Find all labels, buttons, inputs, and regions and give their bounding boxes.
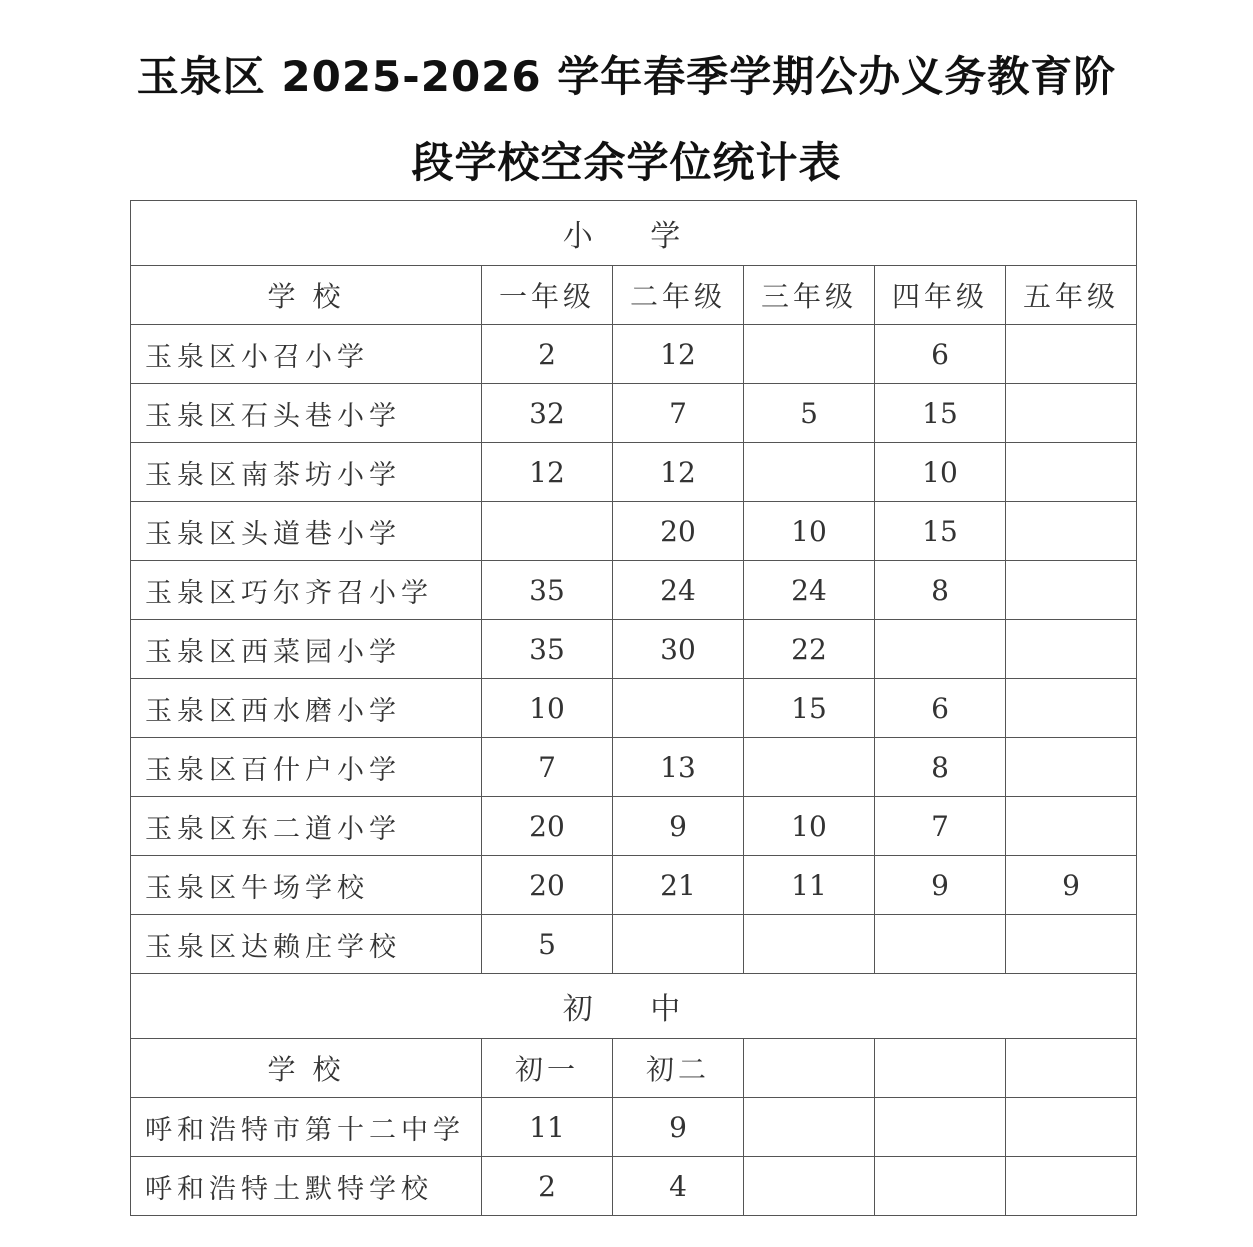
vacancy-count-cell	[1006, 620, 1137, 679]
vacancy-count-cell	[1006, 797, 1137, 856]
vacancy-count-cell	[1006, 738, 1137, 797]
vacancy-count-cell	[613, 915, 744, 974]
vacancy-count-cell	[744, 325, 875, 384]
middle-section-label: 初 中	[131, 974, 1137, 1039]
document-title-line-2: 段学校空余学位统计表	[411, 138, 842, 187]
vacancy-count-cell: 10	[744, 797, 875, 856]
table-row	[131, 1157, 1137, 1216]
table-row	[131, 384, 1137, 443]
table-row	[131, 915, 1137, 974]
column-header-grade	[744, 1039, 875, 1098]
vacancy-count-cell: 24	[744, 561, 875, 620]
school-name-cell: 玉泉区西水磨小学	[131, 679, 482, 738]
vacancy-count-cell	[1006, 1098, 1137, 1157]
vacancy-count-cell: 8	[875, 738, 1006, 797]
column-header-grade: 四年级	[875, 266, 1006, 325]
table-row	[131, 856, 1137, 915]
table-row	[131, 679, 1137, 738]
vacancy-count-cell: 9	[875, 856, 1006, 915]
vacancy-count-cell: 4	[613, 1157, 744, 1216]
vacancy-count-cell	[1006, 384, 1137, 443]
vacancy-count-cell	[1006, 325, 1137, 384]
vacancy-count-cell	[744, 1098, 875, 1157]
school-name-cell: 玉泉区西菜园小学	[131, 620, 482, 679]
vacancy-count-cell: 7	[482, 738, 613, 797]
table-row	[131, 325, 1137, 384]
vacancy-count-cell	[1006, 1157, 1137, 1216]
column-header-school: 学 校	[131, 1039, 482, 1098]
vacancy-count-cell: 5	[744, 384, 875, 443]
vacancy-count-cell: 12	[613, 325, 744, 384]
vacancy-count-cell: 12	[482, 443, 613, 502]
table-row	[131, 502, 1137, 561]
vacancy-count-cell: 24	[613, 561, 744, 620]
vacancy-count-cell	[875, 1157, 1006, 1216]
vacancy-count-cell: 11	[744, 856, 875, 915]
middle-section-row	[131, 974, 1137, 1039]
table-row	[131, 443, 1137, 502]
vacancy-count-cell	[744, 443, 875, 502]
vacancy-count-cell: 15	[875, 384, 1006, 443]
school-name-cell: 玉泉区巧尔齐召小学	[131, 561, 482, 620]
vacancy-count-cell	[744, 915, 875, 974]
table-row	[131, 620, 1137, 679]
vacancy-count-cell: 9	[613, 1098, 744, 1157]
column-header-grade	[1006, 1039, 1137, 1098]
vacancy-count-cell: 12	[613, 443, 744, 502]
school-name-cell: 玉泉区牛场学校	[131, 856, 482, 915]
middle-header-row	[131, 1039, 1137, 1098]
column-header-grade: 二年级	[613, 266, 744, 325]
column-header-grade: 三年级	[744, 266, 875, 325]
vacancy-count-cell	[744, 1157, 875, 1216]
school-name-cell: 玉泉区小召小学	[131, 325, 482, 384]
vacancy-count-cell	[1006, 443, 1137, 502]
school-name-cell: 玉泉区东二道小学	[131, 797, 482, 856]
vacancy-count-cell: 8	[875, 561, 1006, 620]
vacancy-count-cell: 35	[482, 561, 613, 620]
vacancy-count-cell: 7	[613, 384, 744, 443]
column-header-school: 学 校	[131, 266, 482, 325]
column-header-grade: 初二	[613, 1039, 744, 1098]
vacancy-count-cell: 9	[1006, 856, 1137, 915]
vacancy-count-cell	[875, 1098, 1006, 1157]
column-header-grade: 一年级	[482, 266, 613, 325]
vacant-seats-table	[130, 200, 1137, 1216]
vacancy-count-cell: 2	[482, 1157, 613, 1216]
table-row	[131, 1098, 1137, 1157]
vacancy-count-cell	[875, 915, 1006, 974]
vacancy-count-cell: 32	[482, 384, 613, 443]
vacancy-count-cell: 15	[875, 502, 1006, 561]
school-name-cell: 呼和浩特土默特学校	[131, 1157, 482, 1216]
column-header-grade	[875, 1039, 1006, 1098]
vacancy-count-cell: 13	[613, 738, 744, 797]
vacancy-count-cell: 20	[482, 856, 613, 915]
vacancy-count-cell	[613, 679, 744, 738]
vacancy-count-cell: 30	[613, 620, 744, 679]
document-title-line-1: 玉泉区 2025-2026 学年春季学期公办义务教育阶	[136, 52, 1117, 101]
vacancy-count-cell: 6	[875, 679, 1006, 738]
column-header-grade: 五年级	[1006, 266, 1137, 325]
table-row	[131, 561, 1137, 620]
vacancy-count-cell: 22	[744, 620, 875, 679]
vacancy-count-cell: 10	[875, 443, 1006, 502]
vacancy-count-cell	[1006, 679, 1137, 738]
vacancy-count-cell	[875, 620, 1006, 679]
vacancy-count-cell: 15	[744, 679, 875, 738]
primary-section-label: 小 学	[131, 201, 1137, 266]
vacancy-count-cell	[482, 502, 613, 561]
school-name-cell: 玉泉区达赖庄学校	[131, 915, 482, 974]
vacancy-count-cell	[1006, 915, 1137, 974]
vacancy-count-cell: 5	[482, 915, 613, 974]
vacancy-count-cell: 6	[875, 325, 1006, 384]
school-name-cell: 玉泉区头道巷小学	[131, 502, 482, 561]
vacancy-count-cell: 10	[744, 502, 875, 561]
vacancy-count-cell: 35	[482, 620, 613, 679]
vacancy-count-cell: 21	[613, 856, 744, 915]
vacancy-count-cell: 20	[613, 502, 744, 561]
vacancy-count-cell	[744, 738, 875, 797]
vacancy-count-cell	[1006, 502, 1137, 561]
vacancy-count-cell: 20	[482, 797, 613, 856]
table-row	[131, 738, 1137, 797]
vacancy-count-cell: 10	[482, 679, 613, 738]
school-name-cell: 玉泉区南茶坊小学	[131, 443, 482, 502]
vacancy-count-cell	[1006, 561, 1137, 620]
vacancy-count-cell: 2	[482, 325, 613, 384]
school-name-cell: 玉泉区石头巷小学	[131, 384, 482, 443]
primary-header-row	[131, 266, 1137, 325]
school-name-cell: 玉泉区百什户小学	[131, 738, 482, 797]
vacancy-count-cell: 9	[613, 797, 744, 856]
table-row	[131, 797, 1137, 856]
primary-section-row	[131, 201, 1137, 266]
column-header-grade: 初一	[482, 1039, 613, 1098]
school-name-cell: 呼和浩特市第十二中学	[131, 1098, 482, 1157]
vacancy-count-cell: 7	[875, 797, 1006, 856]
vacancy-count-cell: 11	[482, 1098, 613, 1157]
